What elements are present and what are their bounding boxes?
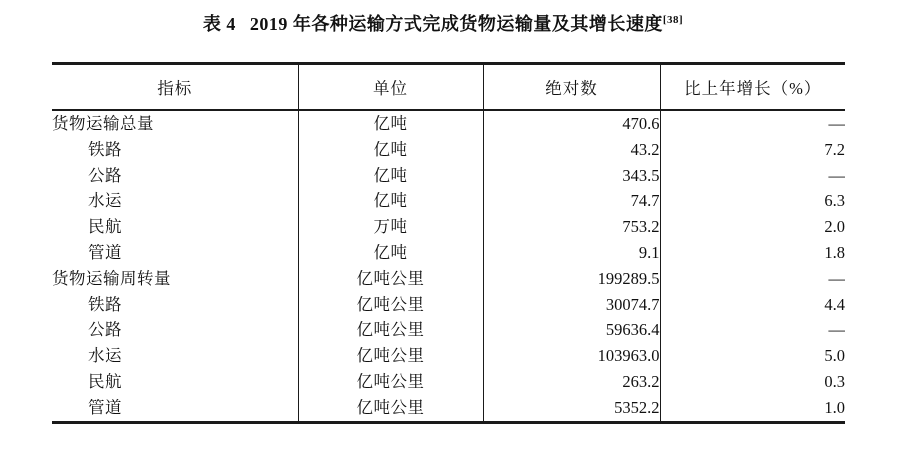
growth-cell: — <box>828 114 845 133</box>
table-row <box>52 292 845 318</box>
table-row <box>52 137 845 163</box>
indicator-cell: 管道 <box>52 395 298 422</box>
table-body <box>52 110 845 422</box>
unit-cell: 亿吨 <box>298 240 483 266</box>
table-row <box>52 266 845 292</box>
absolute-value-cell: 59636.4 <box>483 317 660 343</box>
table-header <box>52 64 845 111</box>
indicator-cell: 货物运输总量 <box>52 110 298 137</box>
table-number: 表 4 <box>202 14 236 34</box>
growth-cell: 7.2 <box>824 139 845 159</box>
header-indicator: 指标 <box>52 64 298 111</box>
absolute-value-cell: 30074.7 <box>483 292 660 318</box>
absolute-value-cell: 74.7 <box>483 188 660 214</box>
unit-cell: 亿吨 <box>298 163 483 189</box>
statistics-table-container <box>52 62 845 424</box>
table-row <box>52 110 845 137</box>
unit-cell: 亿吨公里 <box>298 317 483 343</box>
indicator-cell: 公路 <box>52 163 298 189</box>
absolute-value-cell: 470.6 <box>483 110 660 137</box>
absolute-value-cell: 43.2 <box>483 137 660 163</box>
growth-cell: 6.3 <box>824 191 845 211</box>
growth-cell: 1.8 <box>824 242 845 262</box>
absolute-value-cell: 5352.2 <box>483 395 660 422</box>
table-row <box>52 343 845 369</box>
unit-cell: 万吨 <box>298 214 483 240</box>
indicator-cell: 铁路 <box>52 292 298 318</box>
unit-cell: 亿吨 <box>298 137 483 163</box>
unit-cell: 亿吨 <box>298 188 483 214</box>
indicator-cell: 水运 <box>52 343 298 369</box>
unit-cell: 亿吨公里 <box>298 266 483 292</box>
growth-cell: — <box>828 320 845 340</box>
footnote-reference: [38] <box>662 14 684 26</box>
indicator-cell: 民航 <box>52 369 298 395</box>
indicator-cell: 水运 <box>52 188 298 214</box>
header-row <box>52 64 845 111</box>
growth-cell: — <box>828 268 845 288</box>
indicator-cell: 铁路 <box>52 137 298 163</box>
table-row <box>52 317 845 343</box>
freight-transport-table <box>52 62 845 424</box>
absolute-value-cell: 343.5 <box>483 163 660 189</box>
table-row <box>52 369 845 395</box>
absolute-value-cell: 263.2 <box>483 369 660 395</box>
table-row <box>52 240 845 266</box>
table-caption: 2019 年各种运输方式完成货物运输量及其增长速度 <box>249 14 663 34</box>
unit-cell: 亿吨公里 <box>298 343 483 369</box>
table-title <box>0 10 886 36</box>
table-row <box>52 214 845 240</box>
header-unit: 单位 <box>298 64 483 111</box>
growth-cell: 4.4 <box>824 294 845 314</box>
indicator-cell: 管道 <box>52 240 298 266</box>
indicator-cell: 货物运输周转量 <box>52 266 298 292</box>
unit-cell: 亿吨公里 <box>298 395 483 422</box>
indicator-cell: 公路 <box>52 317 298 343</box>
header-growth: 比上年增长（%） <box>660 64 845 111</box>
header-absolute-value: 绝对数 <box>483 64 660 111</box>
unit-cell: 亿吨公里 <box>298 369 483 395</box>
growth-cell: 0.3 <box>824 371 845 391</box>
growth-cell: — <box>828 165 845 185</box>
absolute-value-cell: 9.1 <box>483 240 660 266</box>
growth-cell: 1.0 <box>824 397 845 417</box>
absolute-value-cell: 199289.5 <box>483 266 660 292</box>
indicator-cell: 民航 <box>52 214 298 240</box>
table-row <box>52 188 845 214</box>
unit-cell: 亿吨 <box>298 110 483 137</box>
growth-cell: 2.0 <box>824 217 845 237</box>
absolute-value-cell: 103963.0 <box>483 343 660 369</box>
table-row <box>52 163 845 189</box>
growth-cell: 5.0 <box>824 346 845 366</box>
absolute-value-cell: 753.2 <box>483 214 660 240</box>
table-row <box>52 395 845 422</box>
unit-cell: 亿吨公里 <box>298 292 483 318</box>
